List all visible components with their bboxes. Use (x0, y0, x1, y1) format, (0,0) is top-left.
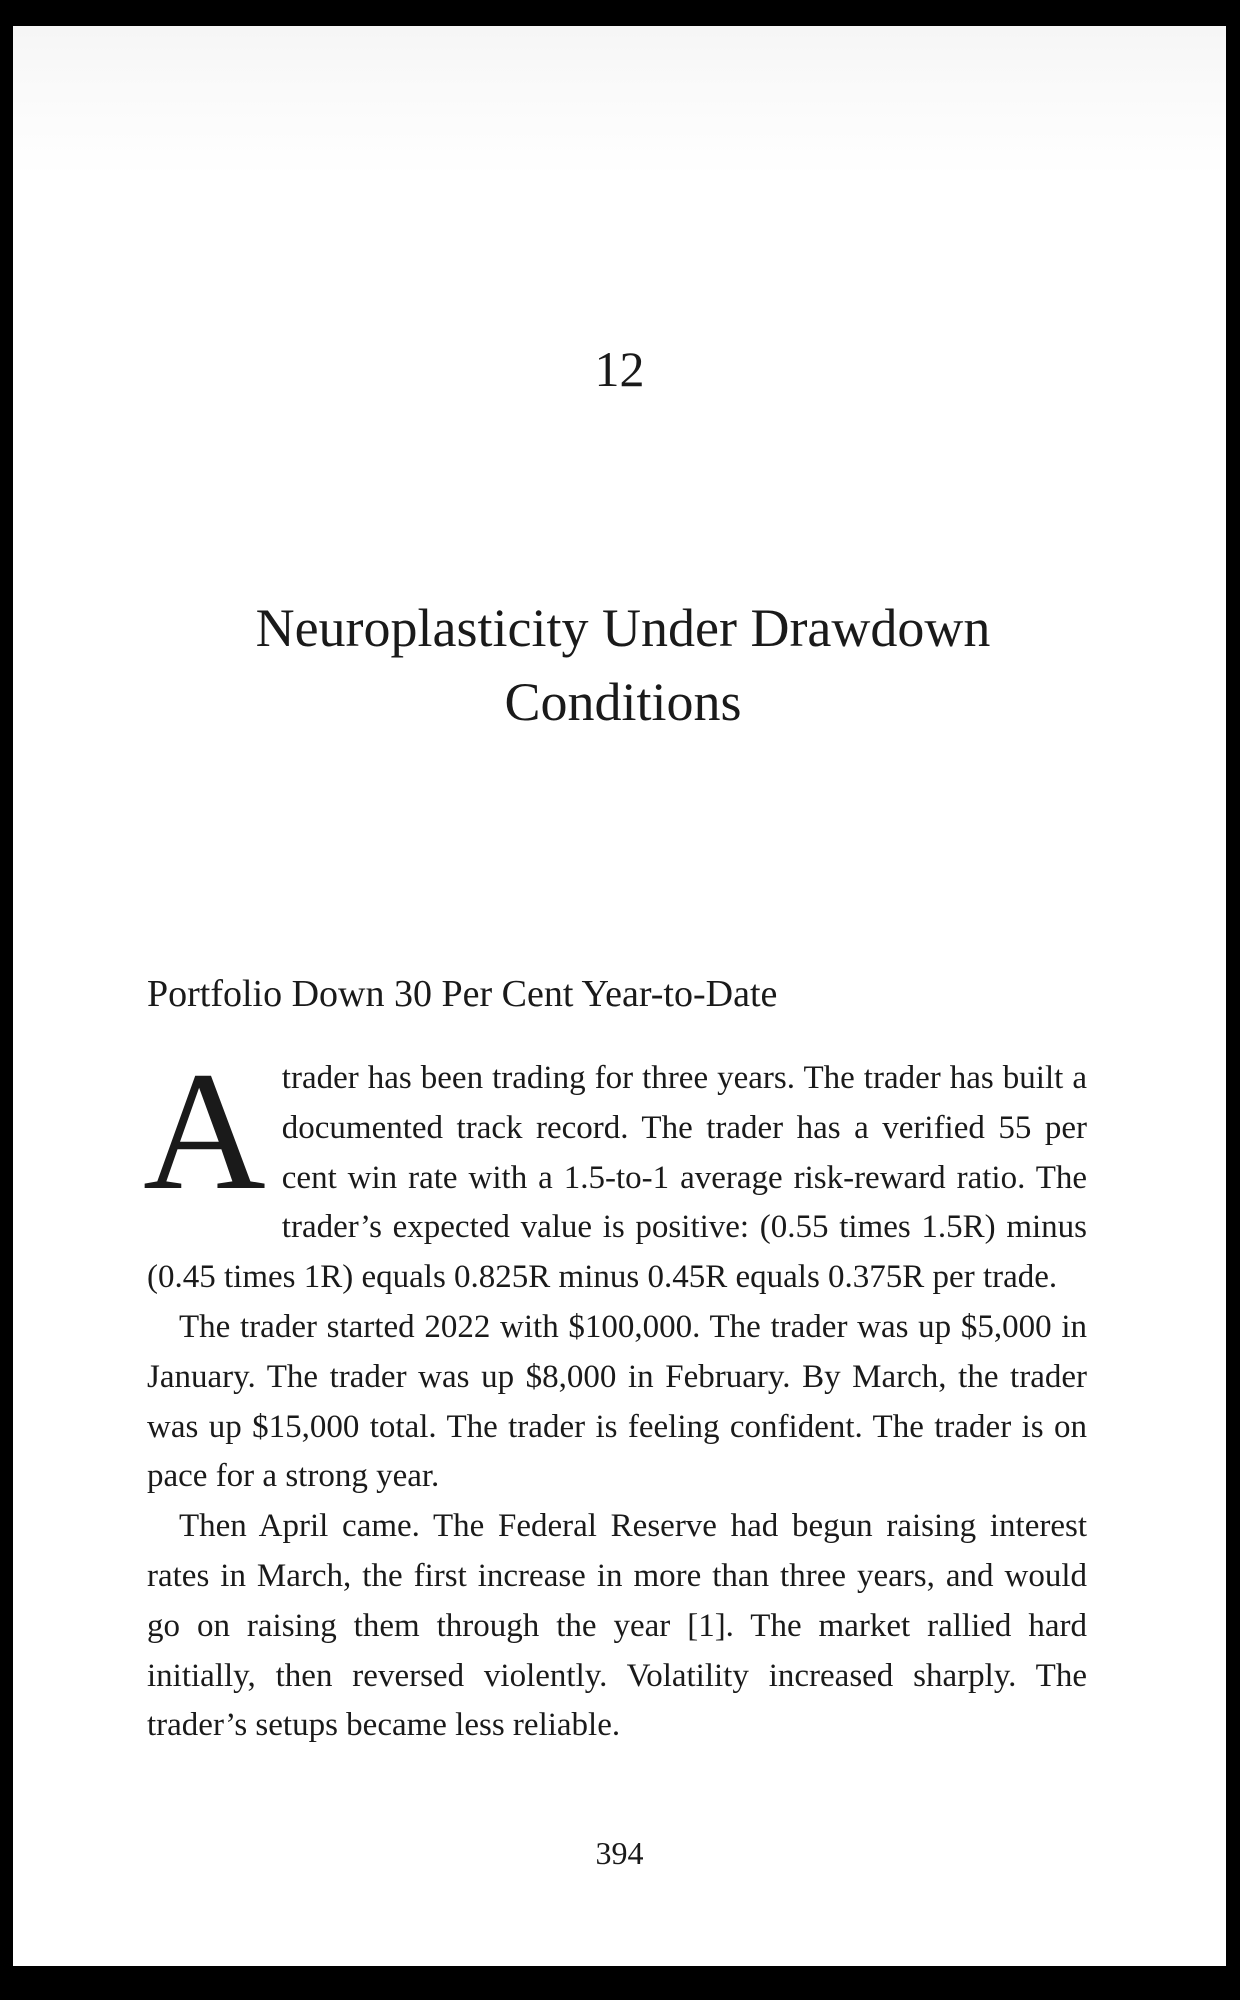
paragraph-2: The trader started 2022 with $100,000. The trader was up $5,000 in January. The trader was up $8,000 in February. By March, the trader was up $15,000 total. The trader is feeling confident. The trader is on pace for a strong year. (147, 1308, 1087, 1495)
body-text (143, 1037, 1087, 1751)
paragraph-1 (143, 1037, 1087, 1303)
page-number: 394 (595, 1835, 644, 1871)
paragraph-3: Then April came. The Federal Reserve had begun raising interest rates in March, the first increase in more than three years, and would go on raising them through the year [1]. The market rallied hard initially, then reversed violently. Volatility increased sharply. The trader’s setups became less reliable. (147, 1508, 1087, 1744)
page-top-shade (13, 26, 1226, 176)
chapter-title: Neuroplasticity Under Drawdown Conditions (255, 598, 991, 732)
section-heading: Portfolio Down 30 Per Cent Year-to-Date (147, 973, 778, 1015)
book-page (13, 26, 1226, 1966)
chapter-number: 12 (594, 341, 645, 397)
drop-cap: A (143, 1037, 266, 1225)
paragraph-1-text: trader has been trading for three years. The trader has built a documented track record. The trader has a verified 55 per cent win rate with a 1.5-to-1 average risk-reward ratio. The trader’s expected value is positive: (0.55 times 1.5R) minus (0.45 times 1R) equals 0.825R minus 0.45R equals 0.375R per trade. (147, 1060, 1087, 1296)
